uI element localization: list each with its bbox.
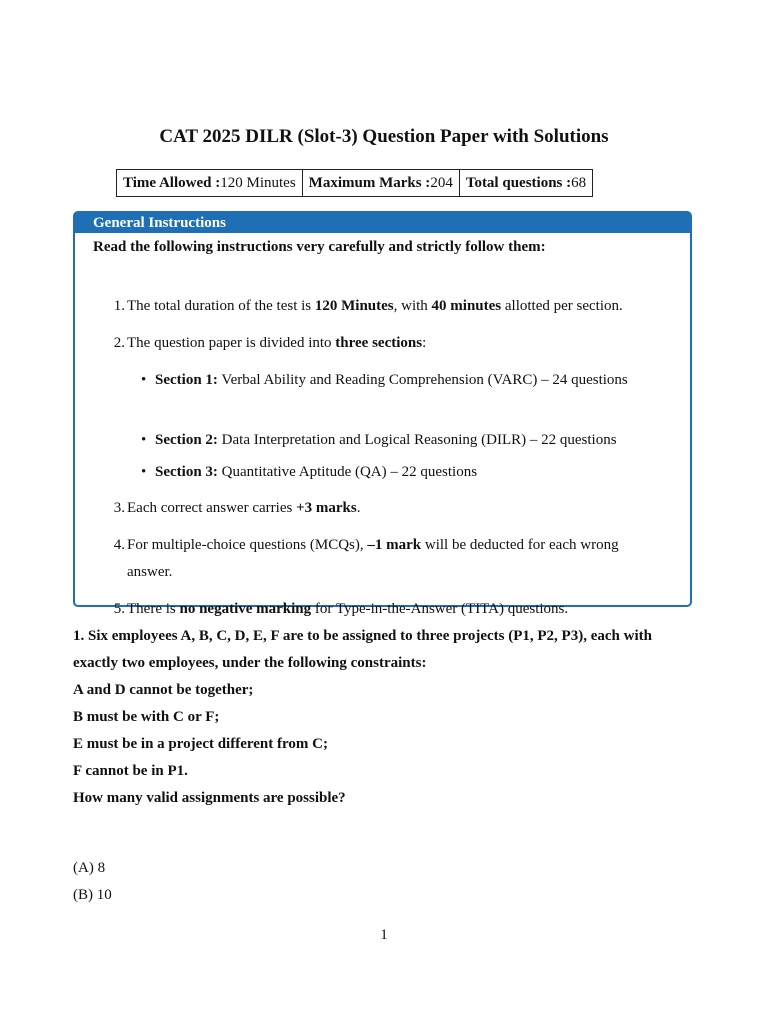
question-constraint: A and D cannot be together; xyxy=(73,682,254,698)
total-questions-cell: Total questions :68 xyxy=(459,170,592,197)
general-instructions-box xyxy=(73,211,692,617)
question-stem: 1. Six employees A, B, C, D, E, F are to be assigned to three projects (P1, P2, P3), each with exactly two employees, under the following constraints: xyxy=(73,628,652,671)
answer-option: (A) 8 xyxy=(73,860,106,876)
instructions-header: General Instructions xyxy=(75,213,690,233)
section-bullet: • Section 3: Quantitative Aptitude (QA) – 22 questions xyxy=(141,464,478,480)
question-constraint: E must be in a project different from C; xyxy=(73,736,328,752)
instruction-item: 1. The total duration of the test is 120 Minutes, with 40 minutes allotted per section. xyxy=(113,298,623,314)
section-bullet: • Section 1: Verbal Ability and Reading Comprehension (VARC) – 24 questions xyxy=(141,372,628,388)
instruction-item: 2. The question paper is divided into three sections: xyxy=(113,335,427,351)
instruction-item: 3. Each correct answer carries +3 marks. xyxy=(113,500,361,516)
page-number: 1 xyxy=(380,927,388,943)
instructions-lead: Read the following instructions very carefully and strictly follow them: xyxy=(93,239,546,255)
time-allowed-cell: Time Allowed :120 Minutes xyxy=(117,170,303,197)
question-constraint: B must be with C or F; xyxy=(73,709,220,725)
page-title: CAT 2025 DILR (Slot-3) Question Paper with Solutions xyxy=(159,126,609,147)
section-bullet: • Section 2: Data Interpretation and Logical Reasoning (DILR) – 22 questions xyxy=(141,432,617,448)
exam-meta-table xyxy=(116,169,593,197)
answer-option: (B) 10 xyxy=(73,887,112,903)
instruction-item: 5. There is no negative marking for Type-in-the-Answer (TITA) questions. xyxy=(113,601,569,617)
question-prompt: How many valid assignments are possible? xyxy=(73,790,346,806)
instruction-item: 4. For multiple-choice questions (MCQs), –1 mark will be deducted for each wrong answer. xyxy=(113,537,619,580)
maximum-marks-cell: Maximum Marks :204 xyxy=(302,170,459,197)
question-constraint: F cannot be in P1. xyxy=(73,763,188,779)
